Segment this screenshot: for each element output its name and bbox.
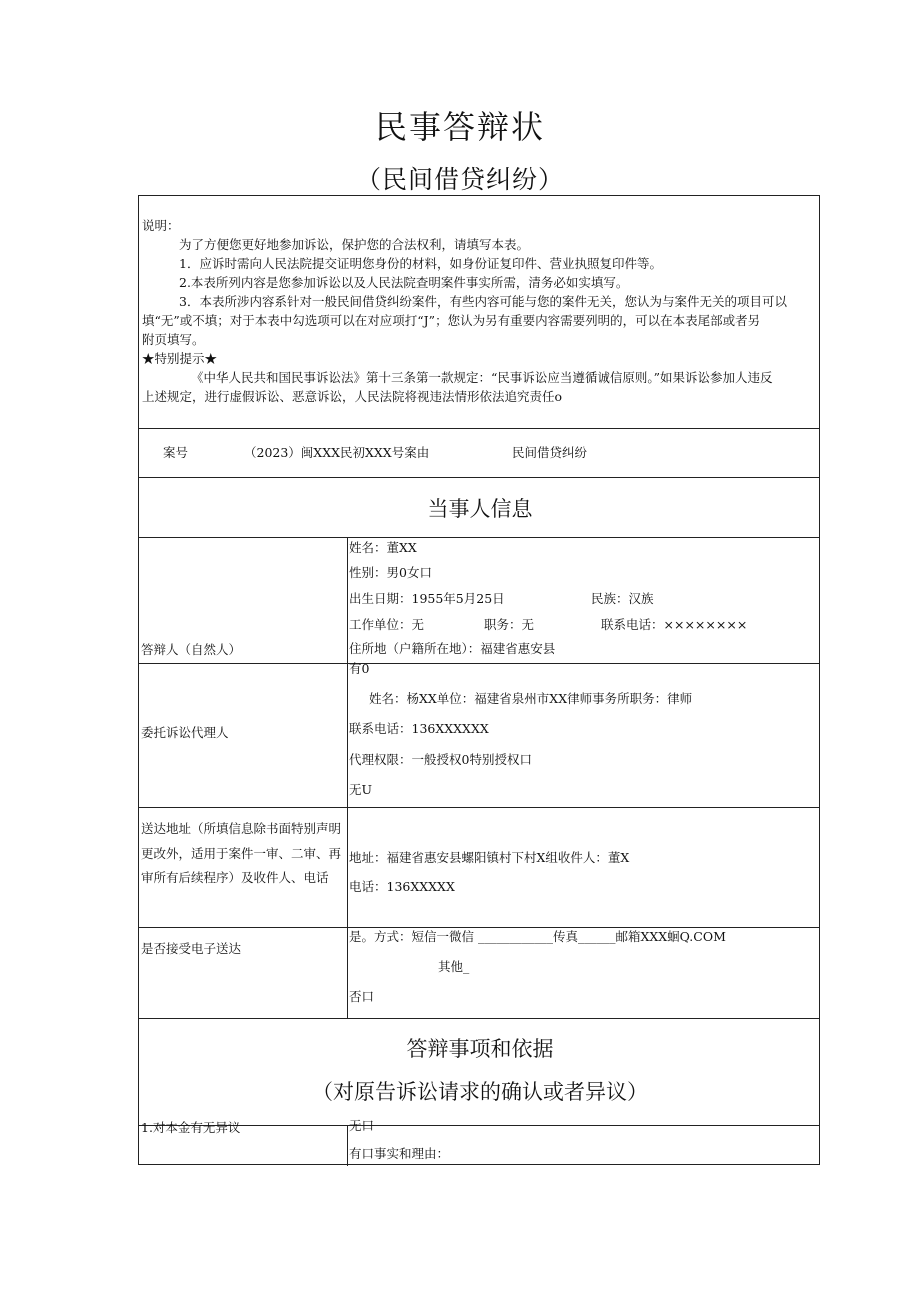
- case-cause-value: 民间借贷纠纷: [512, 445, 588, 460]
- e-delivery-other: 其他_: [438, 959, 470, 974]
- respondent-name: 姓名：董XX: [349, 540, 417, 555]
- divider: [139, 663, 819, 664]
- special-notice-heading: ★特别提示★: [142, 351, 218, 366]
- page-subtitle: （民间借贷纠纷）: [355, 165, 564, 194]
- respondent-address: 住所地（户籍所在地）：福建省惠安县: [349, 641, 556, 656]
- principal-objection-has: 有口事实和理由：: [349, 1146, 450, 1161]
- agent-authority: 代理权限：一般授权0特别授权口: [349, 752, 532, 767]
- divider: [139, 1125, 819, 1126]
- form-table: [138, 195, 820, 1165]
- agent-has-option: 有0: [349, 661, 370, 676]
- principal-objection-none: 无口: [349, 1118, 375, 1133]
- defense-subheading: （对原告诉讼请求的确认或者异议）: [312, 1080, 648, 1104]
- notice-line-3: 2.本表所列内容是您参加诉讼以及人民法院查明案件事实所需，清务必如实填写。: [179, 275, 629, 290]
- delivery-address: 地址：福建省惠安县螺阳镇村下村X组收件人：董X: [349, 850, 630, 865]
- respondent-ethnicity: 民族：汉族: [591, 591, 654, 606]
- divider: [139, 1018, 819, 1019]
- respondent-phone: 联系电话：××××××××: [601, 617, 748, 632]
- e-delivery-no: 否口: [349, 989, 375, 1004]
- agent-label: 委托诉讼代理人: [141, 725, 229, 740]
- respondent-work: 工作单位：无: [349, 617, 425, 632]
- page-title: 民事答辩状: [374, 108, 545, 146]
- e-delivery-yes-line: 是。方式：短信一微信 ____________传真______邮箱XXX蛔Q.COM: [349, 929, 726, 944]
- respondent-gender: 性别：男0女口: [349, 565, 432, 580]
- delivery-phone: 电话：136XXXXX: [349, 879, 455, 894]
- special-notice-line-2: 上述规定，进行虚假诉讼、恶意诉讼，人民法院将视违法情形依法追究责任o: [142, 389, 563, 404]
- notice-line-2: 1．应诉时需向人民法院提交证明您身份的材料，如身份证复印件、营业执照复印件等。: [179, 256, 662, 271]
- parties-heading: 当事人信息: [427, 497, 533, 521]
- defense-heading: 答辩事项和依据: [406, 1037, 554, 1061]
- case-number-label: 案号: [163, 445, 189, 460]
- notice-heading: 说明：: [142, 218, 180, 233]
- respondent-position: 职务：无: [484, 617, 535, 632]
- respondent-label: 答辩人（自然人）: [141, 642, 242, 657]
- notice-line-1: 为了方便您更好地参加诉讼，保护您的合法权利，请填写本表。: [179, 237, 530, 252]
- divider: [139, 537, 819, 538]
- delivery-label: 送达地址（所填信息除书面特别声明更改外，适用于案件一审、二审、再审所有后续程序）及收件人、电话: [141, 821, 342, 885]
- divider: [139, 807, 819, 808]
- notice-line-4c: 附页填写。: [142, 332, 205, 347]
- agent-phone: 联系电话：136XXXXXX: [349, 721, 489, 736]
- agent-none-option: 无U: [349, 782, 373, 797]
- special-notice-line-1: 《中华人民共和国民事诉讼法》第十三条第一款规定：“民事诉讼应当遵循诚信原则。”如果诉讼参加人违反: [191, 370, 773, 385]
- divider: [139, 477, 819, 478]
- notice-line-4b: 填“无”或不填；对于本表中勾选项可以在对应项打“J”；您认为另有重要内容需要列明的，可以在本表尾部或者另: [142, 313, 761, 328]
- column-divider: [347, 537, 348, 1018]
- e-delivery-label: 是否接受电子送达: [141, 941, 242, 956]
- case-number-value: （2023）闽XXX民初XXX号案由: [244, 445, 430, 460]
- divider: [139, 428, 819, 429]
- respondent-birth: 出生日期：1955年5月25日: [349, 591, 505, 606]
- agent-name-line: 姓名：杨XX单位：福建省泉州市XX律师事务所职务：律师: [369, 691, 693, 706]
- column-divider: [347, 1125, 348, 1166]
- principal-objection-label: 1.对本金有无异议: [141, 1120, 241, 1135]
- notice-line-4a: 3．本表所涉内容系针对一般民间借贷纠纷案件，有些内容可能与您的案件无关，您认为与案件无关的项目可以: [179, 294, 787, 309]
